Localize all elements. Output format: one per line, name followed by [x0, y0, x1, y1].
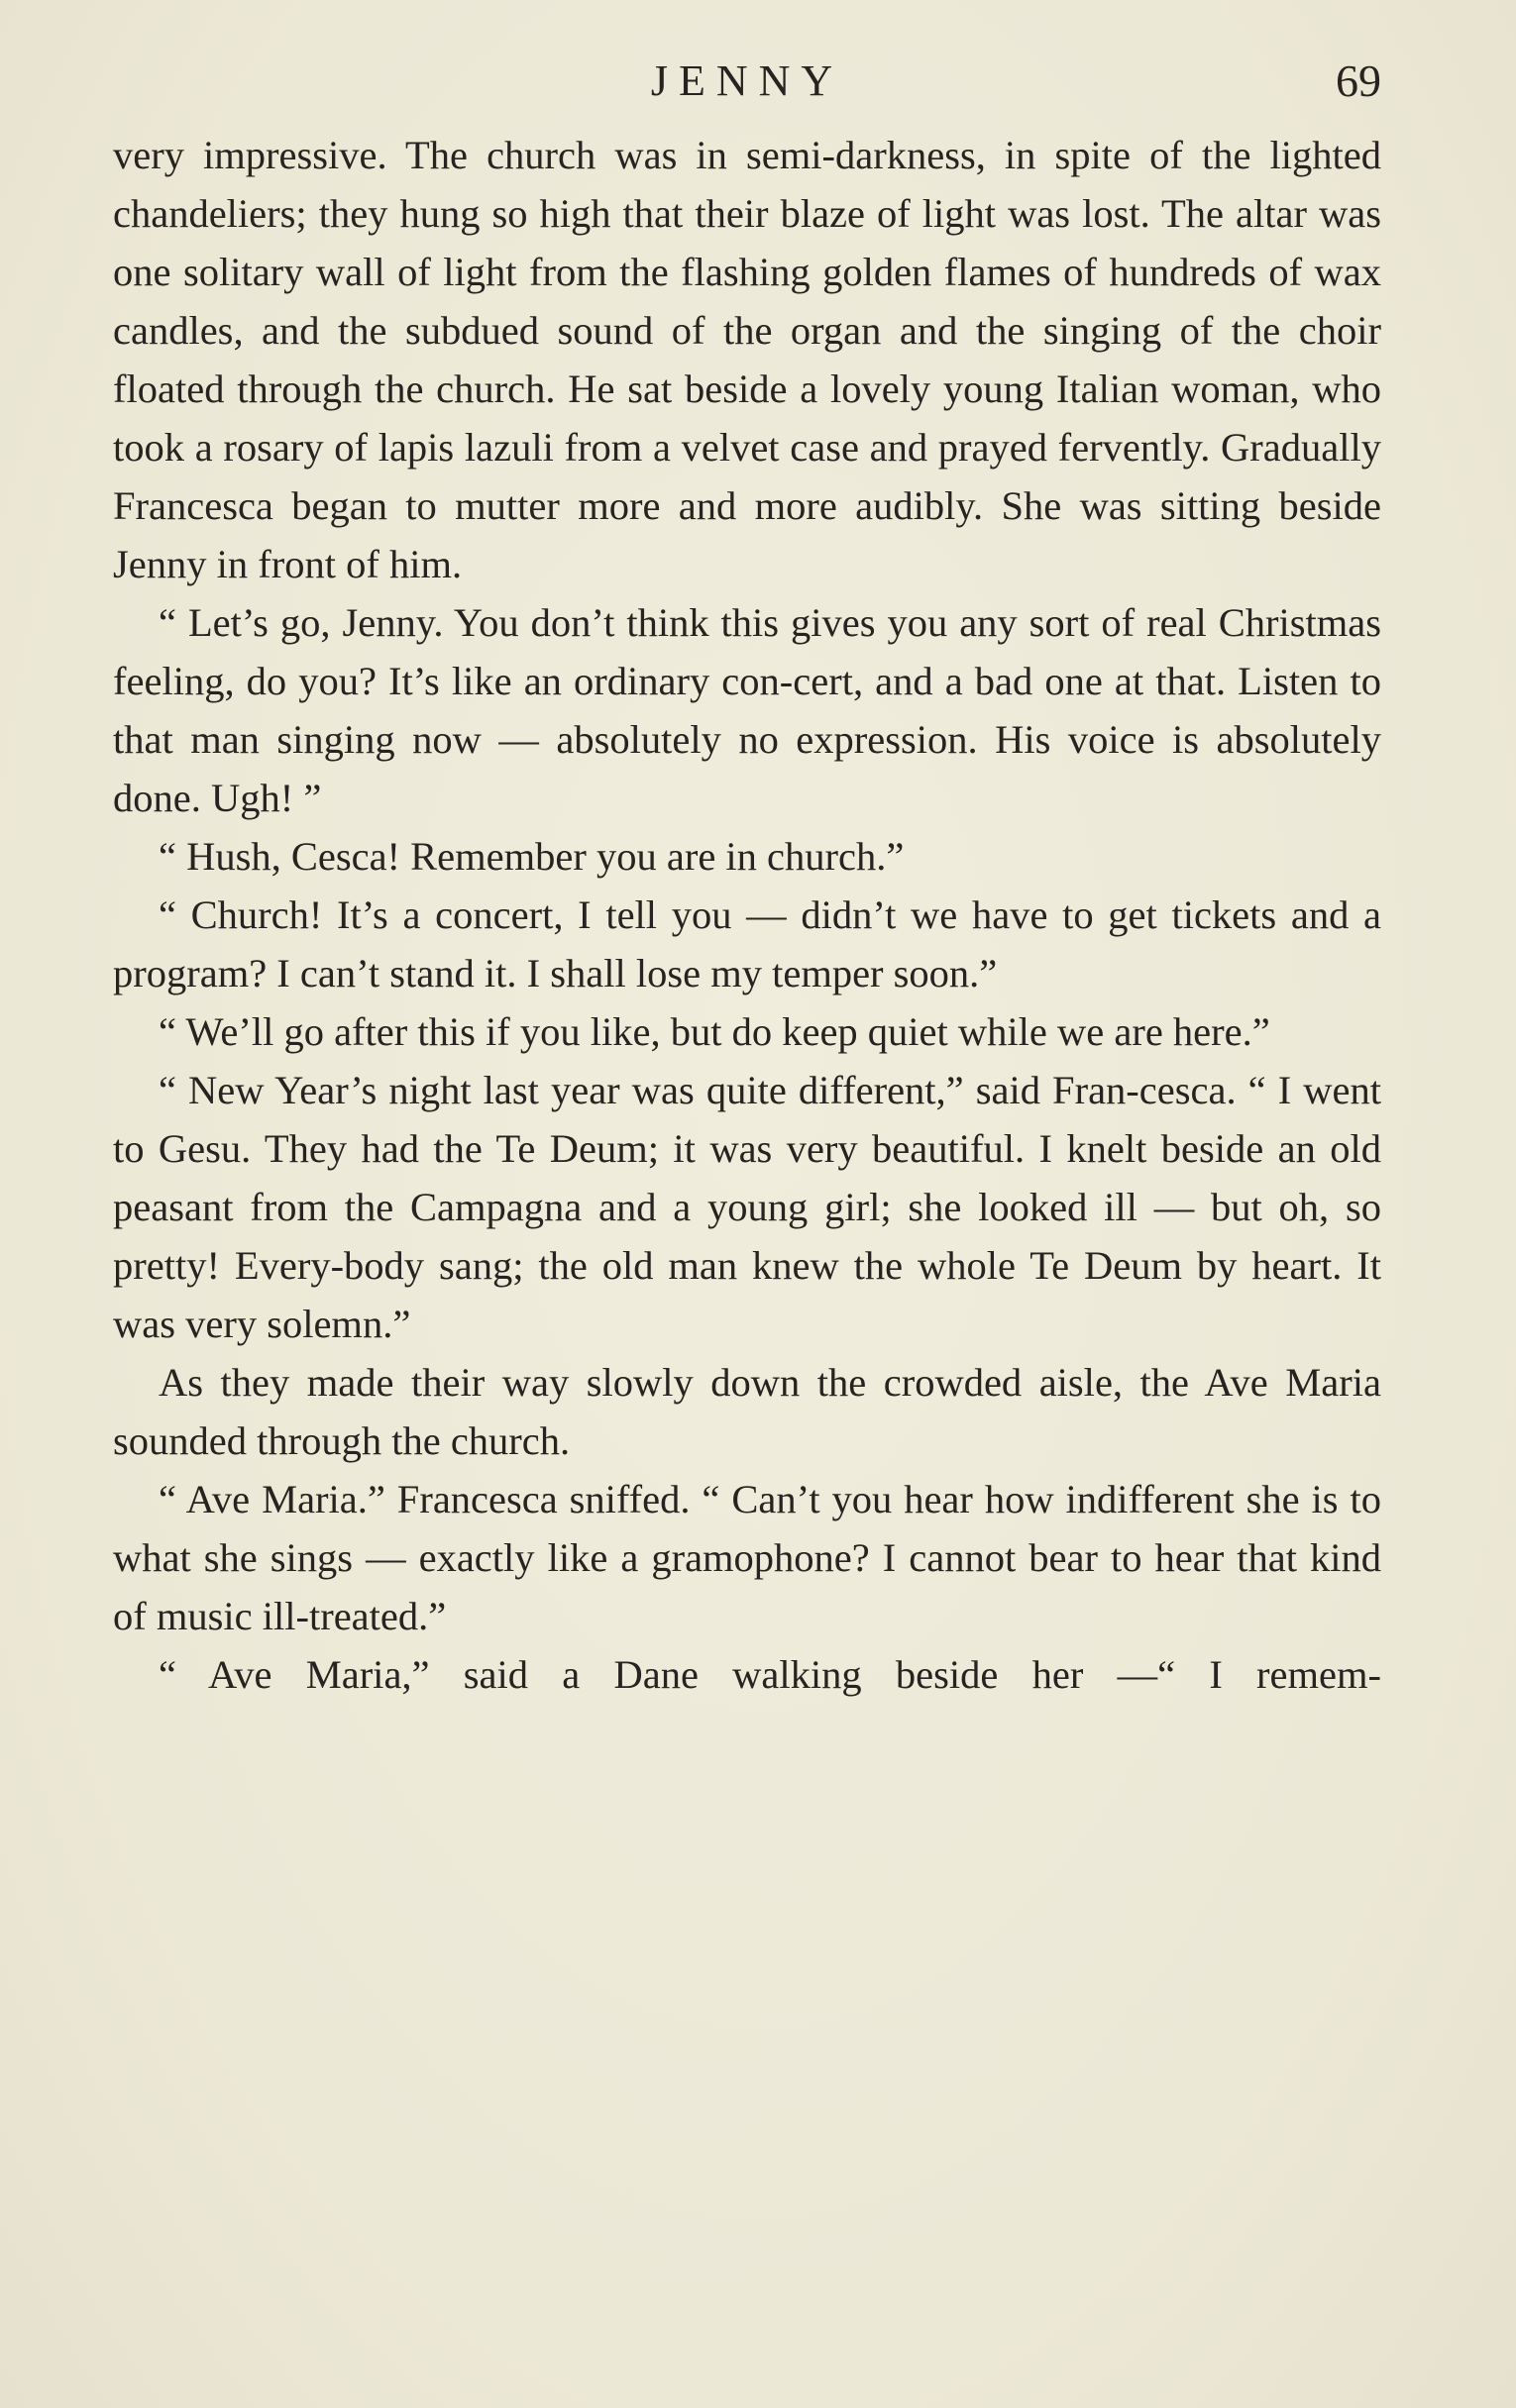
- body-text: [113, 126, 1381, 1704]
- paragraph: “ Ave Maria,” said a Dane walking beside her —“ I remem-: [159, 1652, 1381, 1697]
- paragraph: “ New Year’s night last year was quite different,” said Fran-cesca. “ I went to Gesu. They had the Te Deum; it was very beautiful. I knelt beside an old peasant from the Campagna and a young girl; she looked ill — but oh, so pretty! Every-body sang; the old man knew the whole Te Deum by heart. It was very solemn.”: [113, 1068, 1381, 1346]
- running-header: [113, 52, 1381, 111]
- paragraph: very impressive. The church was in semi-darkness, in spite of the lighted chandeliers; they hung so high that their blaze of light was lost. The altar was one solitary wall of light from the flashing golden flames of hundreds of wax candles, and the subdued sound of the organ and the singing of the choir floated through the church. He sat beside a lovely young Italian woman, who took a rosary of lapis lazuli from a velvet case and prayed fervently. Gradually Francesca began to mutter more and more audibly. She was sitting beside Jenny in front of him.: [113, 133, 1381, 586]
- paragraph: “ We’ll go after this if you like, but do keep quiet while we are here.”: [159, 1009, 1270, 1054]
- paragraph: “ Hush, Cesca! Remember you are in church.”: [159, 834, 905, 879]
- paragraph: As they made their way slowly down the crowded aisle, the Ave Maria sounded through the church.: [113, 1360, 1381, 1463]
- running-title: JENNY: [650, 56, 844, 105]
- paragraph: “ Ave Maria.” Francesca sniffed. “ Can’t you hear how indifferent she is to what she sings — exactly like a gramophone? I cannot bear to hear that kind of music ill-treated.”: [113, 1477, 1381, 1638]
- page-number: 69: [1336, 55, 1381, 106]
- paragraph: “ Church! It’s a concert, I tell you — didn’t we have to get tickets and a program? I can’t stand it. I shall lose my temper soon.”: [113, 892, 1381, 995]
- paragraph: “ Let’s go, Jenny. You don’t think this gives you any sort of real Christmas feeling, do you? It’s like an ordinary con-cert, and a bad one at that. Listen to that man singing now — absolutely no expression. His voice is absolutely done. Ugh! ”: [113, 600, 1381, 820]
